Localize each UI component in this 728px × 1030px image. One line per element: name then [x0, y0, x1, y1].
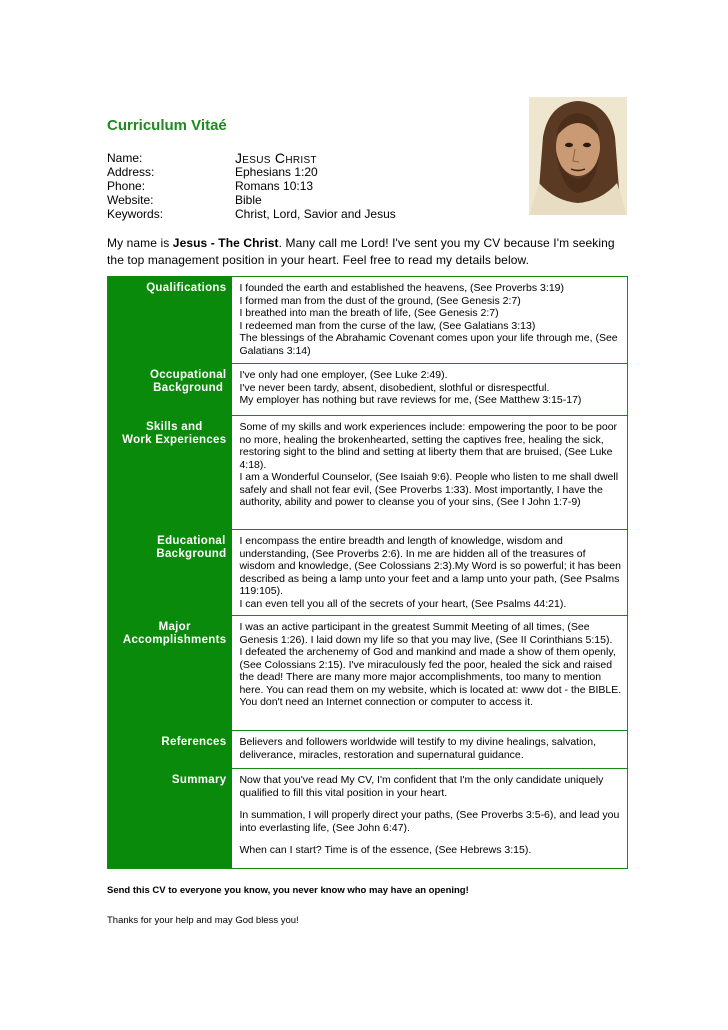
- section-heading: [108, 277, 233, 364]
- intro-name: Jesus - The Christ: [172, 236, 279, 250]
- section-line: I encompass the entire breadth and length of knowledge, wisdom and understanding, (See Proverbs 2:6). In me are hidden all of the treasures of wisdom and knowledge, (See Colossians 2:3).My Word is so powerful; it has been described as being a lamp unto your feet and a lamp unto your path, (See Psalms 119:105).: [239, 535, 621, 597]
- info-row-address: [107, 165, 527, 179]
- section-line: I founded the earth and established the heavens, (See Proverbs 3:19): [239, 282, 564, 294]
- section-body: [232, 769, 627, 869]
- section-heading: [108, 769, 233, 869]
- section-line: When can I start? Time is of the essence, (See Hebrews 3:15).: [239, 844, 532, 856]
- section-heading-line: Educational: [157, 534, 226, 547]
- section-line: I've only had one employer, (See Luke 2:49).: [239, 369, 448, 381]
- section-body: [232, 364, 627, 416]
- section-line: I redeemed man from the curse of the law, (See Galatians 3:13): [239, 319, 536, 332]
- intro-text: My name is: [107, 236, 173, 250]
- cv-section-summary: [108, 769, 628, 869]
- section-line: I was an active participant in the greatest Summit Meeting of all times, (See Genesis 1:26). I laid down my life so that you may live, (See II Corinthians 5:15).: [239, 621, 613, 646]
- section-heading-line: Summary: [171, 773, 227, 786]
- section-heading-line: Major: [158, 620, 191, 633]
- section-line: In summation, I will properly direct your paths, (See Proverbs 3:5-6), and lead you into everlasting life, (See John 6:47).: [239, 809, 620, 834]
- document-title: Curriculum Vitaé: [107, 117, 227, 134]
- portrait-image: [529, 97, 627, 215]
- info-label: Phone:: [107, 179, 146, 193]
- info-value-name: Jesus Christ: [235, 150, 317, 166]
- section-line: Believers and followers worldwide will testify to my divine healings, salvation, deliverance, miracles, restoration and supernatural guidance.: [239, 736, 597, 761]
- section-heading-line: Occupational: [149, 368, 227, 381]
- section-line: I am a Wonderful Counselor, (See Isaiah 9:6). People who listen to me shall dwell safely and shall not fear evil, (See Proverbs 1:33). Most importantly, I have the authority, ability and power to cleanse you of your sins, (See I John 1:7-9): [239, 471, 619, 508]
- intro-paragraph: [107, 235, 627, 269]
- cv-table: [107, 276, 628, 869]
- section-heading-line: Qualifications: [146, 282, 227, 294]
- info-value: Romans 10:13: [235, 179, 314, 193]
- info-row-name: [107, 151, 527, 165]
- info-label: Keywords:: [107, 207, 164, 221]
- section-body: [232, 277, 627, 364]
- section-heading-line: Accomplishments: [122, 633, 227, 646]
- section-line: Some of my skills and work experiences include: empowering the poor to be poor no more, healing the brokenhearted, setting the captives free, healing the sick, restoring sight to the blind and setting at liberty them that are bruised, (See Luke 4:18).: [239, 421, 618, 471]
- info-row-keywords: [107, 207, 527, 221]
- cv-section-occupational: [108, 364, 628, 416]
- closing-blessing: Thanks for your help and may God bless you!: [107, 915, 299, 926]
- section-line: I formed man from the dust of the ground, (See Genesis 2:7): [239, 294, 521, 307]
- cv-section-educational: [108, 530, 628, 616]
- closing-callout: Send this CV to everyone you know, you never know who may have an opening!: [107, 885, 469, 896]
- info-row-phone: [107, 179, 527, 193]
- section-line: I defeated the archenemy of God and mankind and made a show of them openly, (See Colossians 2:15). I've miraculously fed the poor, healed the sick and raised the dead! There are many more major accomplishments, too many to mention here. You can read them on my website, which is located at: www dot - the BIBLE. You don't need an Internet connection or computer to access it.: [239, 646, 622, 708]
- section-heading-line: References: [161, 735, 227, 748]
- intro-text: . Many call me Lord! I've sent you my CV because I'm seeking the top management position in your heart. Feel free to read my details below.: [107, 236, 615, 267]
- info-row-website: [107, 193, 527, 207]
- section-line: Now that you've read My CV, I'm confident that I'm the only candidate uniquely qualified to fill this vital position in your heart.: [239, 774, 604, 799]
- section-heading: [108, 530, 233, 616]
- section-heading: [108, 731, 233, 769]
- portrait-illustration: [529, 97, 627, 215]
- info-value: Ephesians 1:20: [235, 165, 318, 179]
- section-heading: [108, 416, 233, 530]
- section-body: [232, 731, 627, 769]
- section-line: I can even tell you all of the secrets of your heart, (See Psalms 44:21).: [239, 597, 567, 610]
- section-heading-line: Skills and: [145, 420, 203, 433]
- section-body: [232, 416, 627, 530]
- cv-section-accomplishments: [108, 616, 628, 731]
- info-value: Bible: [235, 193, 262, 207]
- section-heading-line: Background: [156, 547, 227, 560]
- section-body: [232, 530, 627, 616]
- cv-section-skills: [108, 416, 628, 530]
- info-label: Name:: [107, 151, 143, 165]
- personal-info: [107, 151, 527, 221]
- section-line: My employer has nothing but rave reviews for me, (See Matthew 3:15-17): [239, 394, 582, 406]
- info-label: Address:: [107, 165, 155, 179]
- section-heading-line: Work Experiences: [122, 433, 227, 446]
- section-line: I've never been tardy, absent, disobedient, slothful or disrespectful.: [239, 381, 550, 394]
- section-line: The blessings of the Abrahamic Covenant comes upon your life through me, (See Galatians 3:14): [239, 332, 618, 357]
- section-heading: [108, 364, 233, 416]
- section-body: [232, 616, 627, 731]
- section-line: I breathed into man the breath of life, (See Genesis 2:7): [239, 307, 499, 319]
- cv-section-references: [108, 731, 628, 769]
- info-label: Website:: [107, 193, 154, 207]
- cv-section-qualifications: [108, 277, 628, 364]
- section-heading-line: Background: [153, 381, 224, 394]
- info-value: Christ, Lord, Savior and Jesus: [235, 207, 396, 221]
- section-heading: [108, 616, 233, 731]
